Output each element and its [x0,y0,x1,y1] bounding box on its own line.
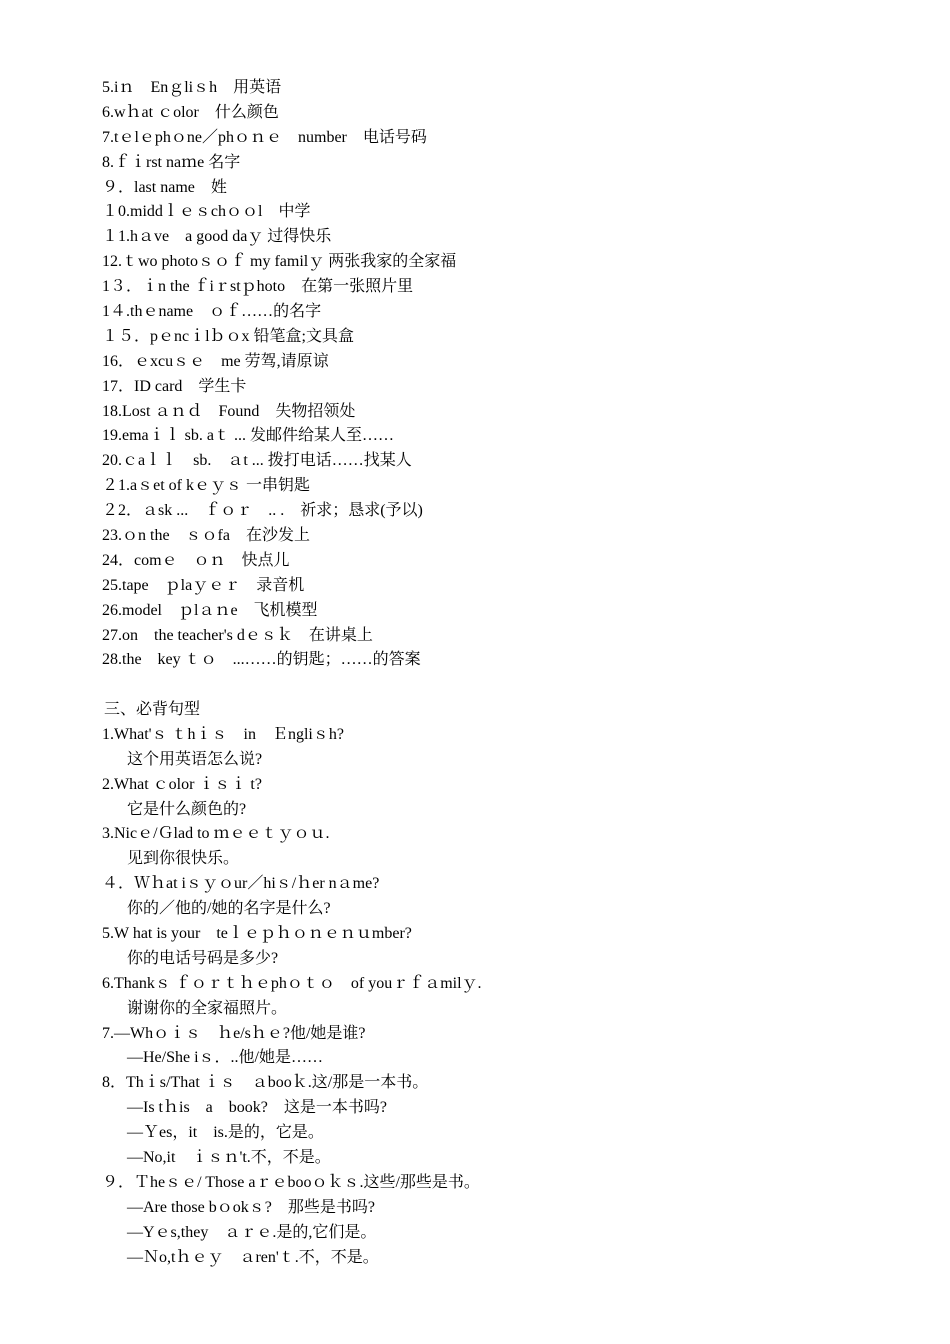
sentence-translation-line: —He/She iｓ．..他/她是…… [127,1049,323,1067]
phrase-line: １1.hａve a good daｙ 过得快乐 [102,228,332,246]
sentence-translation-line: 你的电话号码是多少? [127,949,279,967]
sentence-translation-line: 你的／他的/她的名字是什么? [127,900,331,918]
sentence-line: 3.Nicｅ/Ｇlad to ｍｅｅｔｙｏｕ. [102,825,330,843]
phrase-line: 5.iｎ Enｇliｓh 用英语 [102,79,282,96]
phrase-line: 6.wｈat ｃolor 什么颜色 [102,103,279,121]
section-heading: 三、必背句型 [104,701,201,718]
sentence-translation-line: —Is tｈis a book? 这是一本书吗? [127,1099,387,1117]
sentence-translation-line: —Ｙes，it is.是的，它是。 [127,1124,324,1142]
sentence-list [102,723,862,1271]
phrase-line: 16．ｅxcuｓｅ me 劳驾,请原谅 [102,352,329,370]
phrase-line: 27.on the teacher's dｅｓｋ 在讲桌上 [102,626,373,644]
sentence-line: ９．Ｔheｓｅ/ Those aｒｅbooｏｋｓ.这些/那些是书。 [102,1173,480,1191]
sentence-line: 7.—Whｏｉｓ ｈe/sｈｅ?他/她是谁? [102,1024,366,1042]
sentence-translation-line: 这个用英语怎么说? [127,750,263,768]
phrase-line: ２2．ａsk ... ｆｏｒ .. . 祈求；恳求(予以) [102,502,423,520]
sentence-translation-line: 它是什么颜色的? [127,800,247,818]
phrase-line: 19.emaｉｌ sb. aｔ ... 发邮件给某人至…… [102,427,394,445]
phrase-line: 25.tape ｐlaｙｅｒ 录音机 [102,576,305,594]
phrase-line: 12.ｔwo photoｓｏｆ my familｙ 两张我家的全家福 [102,253,457,271]
sentence-line: 1.What'ｓ ｔhｉｓ in Ｅngliｓh? [102,725,344,743]
sentence-line: 8．Thｉs/That ｉｓ ａbooｋ.这/那是一本书。 [102,1074,429,1092]
phrase-line: 1３．ｉn the ｆiｒstｐhoto 在第一张照片里 [102,278,414,296]
phrase-line: 8.ｆｉrst naｍe 名字 [102,153,241,171]
phrase-line: 28.the key ｔｏ ...……的钥匙；……的答案 [102,651,421,669]
sentence-translation-line: 谢谢你的全家福照片。 [127,999,288,1017]
sentence-translation-line: 见到你很快乐。 [127,850,240,868]
sentence-translation-line: —Ｎo,tｈｅｙ ａren'ｔ.不，不是。 [127,1248,379,1266]
phrase-line: １0.middｌｅｓchｏｏl 中学 [102,203,311,221]
sentence-line: 6.Thankｓ ｆｏｒｔｈｅphｏｔｏ of youｒｆａmilｙ. [102,974,482,992]
phrase-line: 18.Lost ａｎｄ Found 失物招领处 [102,402,356,420]
sentence-line: 2.What ｃolor ｉｓｉ t? [102,775,262,793]
phrase-line: ９．last name 姓 [102,178,227,196]
phrase-line: 26.model ｐlａｎe 飞机模型 [102,601,318,619]
phrase-line: ２1.aｓet of kｅｙｓ 一串钥匙 [102,477,310,495]
sentence-translation-line: —Are those bｏokｓ? 那些是书吗? [127,1198,375,1216]
sentence-translation-line: —Yｅs,they ａｒｅ.是的,它们是。 [127,1223,377,1241]
phrase-line: 17．ID card 学生卡 [102,377,247,395]
sentence-section [102,698,862,1270]
sentence-line: 5.W hat is your teｌｅｐｈｏｎｅｎｕmber? [102,925,412,943]
sentence-line: ４．Ｗｈat iｓｙｏur／hiｓ/ｈer nａme? [102,875,380,893]
phrase-line: 1４.thｅname ｏｆ……的名字 [102,303,322,321]
phrase-line: 24．comｅ ｏｎ 快点儿 [102,551,290,569]
phrase-line: １５．pｅncｉlｂｏx 铅笔盒;文具盒 [102,327,354,345]
phrase-line: 23.ｏn the ｓｏfa 在沙发上 [102,527,310,545]
phrase-line: 7.tｅlｅphｏne／phｏｎｅ number 电话号码 [102,128,427,146]
phrase-line: 20.ｃaｌｌ sb. ａt ... 拨打电话……找某人 [102,452,412,470]
sentence-translation-line: —No,it ｉｓｎ't.不，不是。 [127,1149,331,1167]
phrase-list [102,76,862,673]
